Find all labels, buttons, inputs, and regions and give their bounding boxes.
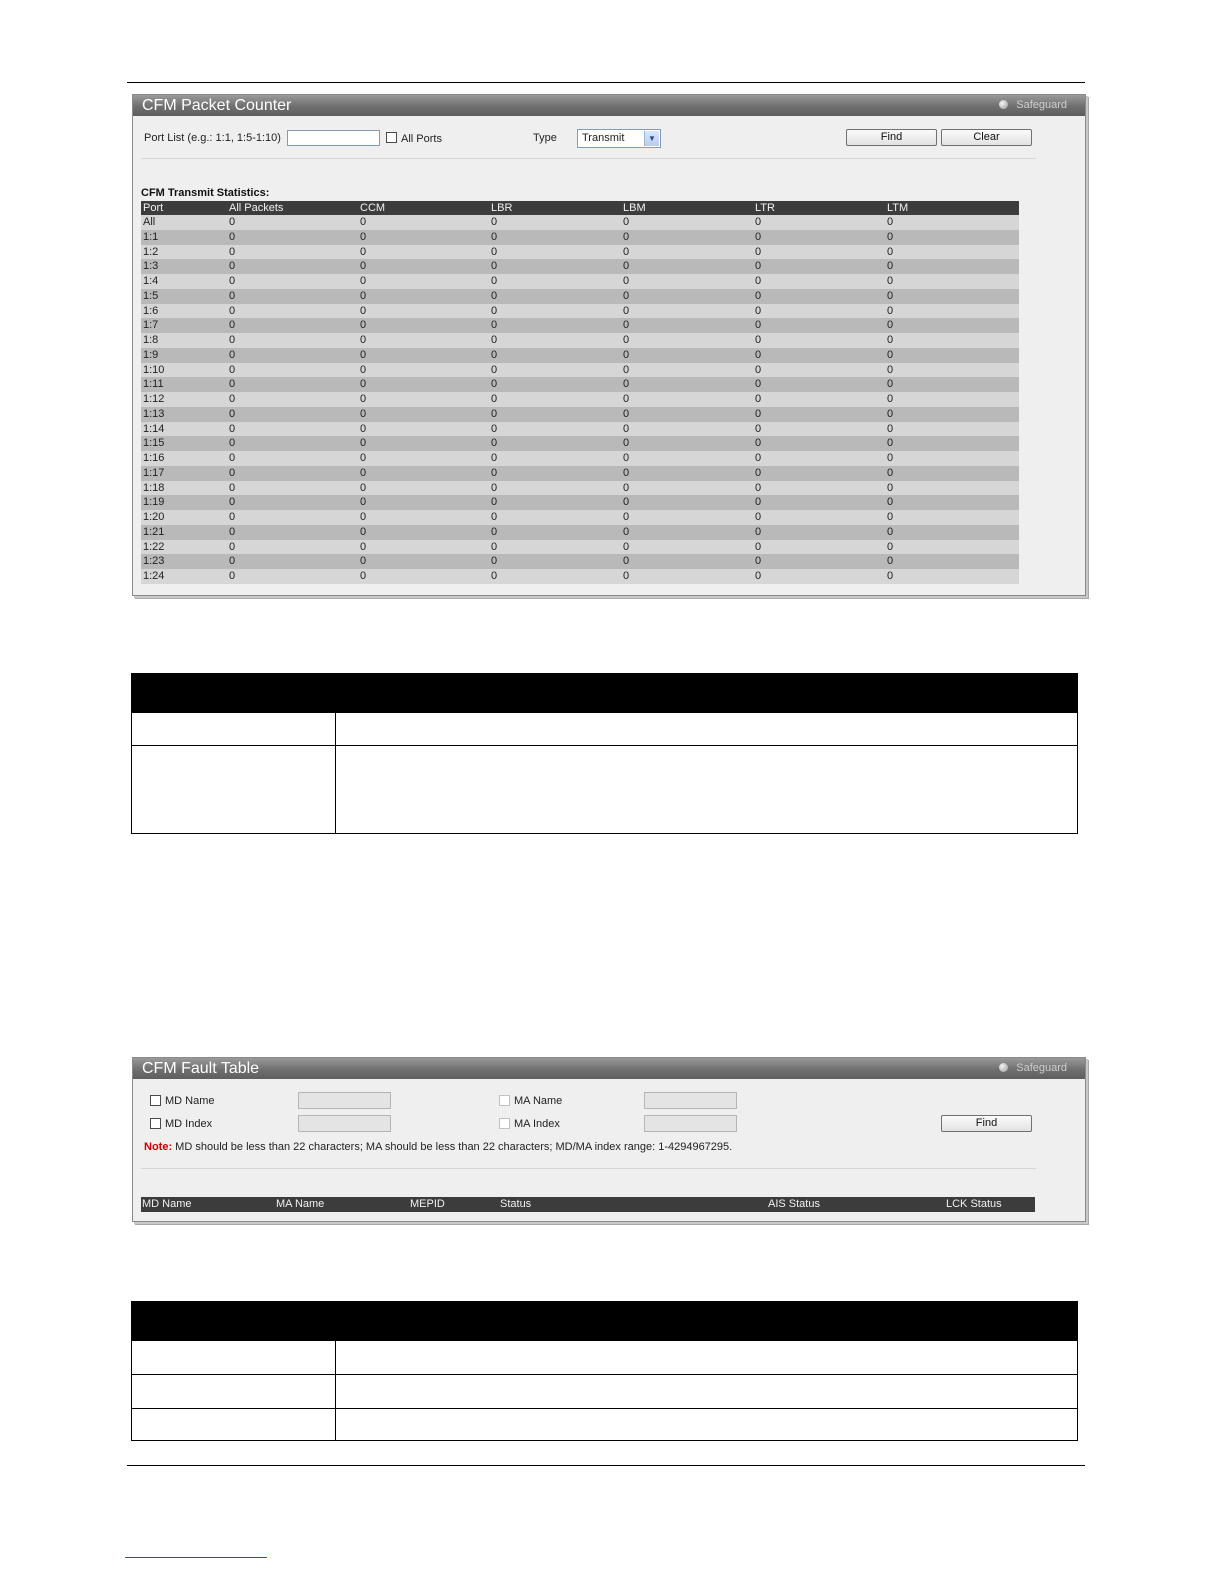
counter-cell: 0	[229, 422, 236, 435]
counter-cell: 0	[887, 525, 894, 538]
page-footer-rule	[127, 1465, 1085, 1466]
counter-cell: 0	[360, 275, 367, 287]
counter-cell: 0	[491, 422, 498, 435]
safeguard-label: Safeguard	[1016, 99, 1067, 111]
counter-cell: 0	[887, 260, 894, 273]
port-cell: 1:6	[143, 304, 159, 317]
counter-cell: 0	[229, 407, 236, 420]
counter-cell: 0	[887, 555, 894, 568]
counter-cell: 0	[755, 334, 762, 346]
counter-cell: 0	[360, 525, 367, 538]
footer-link-underline[interactable]	[125, 1557, 267, 1558]
column-header-lbr: LBR	[491, 202, 513, 214]
md-index-input[interactable]	[298, 1115, 391, 1132]
counter-cell: 0	[623, 363, 630, 376]
port-cell: 1:16	[143, 452, 165, 464]
port-cell: 1:2	[143, 245, 159, 258]
table-row	[132, 1408, 1077, 1440]
counter-cell: 0	[491, 466, 498, 479]
counter-cell: 0	[229, 525, 236, 538]
counter-cell: 0	[623, 466, 630, 479]
counter-cell: 0	[360, 437, 367, 450]
counter-cell: 0	[887, 422, 894, 435]
table-row	[141, 274, 1019, 289]
column-header-all-packets: All Packets	[229, 202, 284, 214]
counter-cell: 0	[755, 481, 762, 494]
counter-cell: 0	[360, 496, 367, 509]
counter-cell: 0	[755, 319, 762, 332]
table-row	[141, 554, 1019, 569]
table-row	[132, 712, 1077, 745]
chevron-down-icon[interactable]: ▼	[644, 131, 659, 146]
counter-cell: 0	[755, 260, 762, 273]
counter-cell: 0	[887, 393, 894, 405]
table-row	[141, 377, 1019, 392]
md-name-checkbox[interactable]	[150, 1095, 161, 1106]
port-cell: 1:10	[143, 363, 165, 376]
counter-cell: 0	[491, 260, 498, 273]
counter-cell: 0	[755, 245, 762, 258]
column-header-ais-status: AIS Status	[768, 1198, 820, 1210]
column-header-lbm: LBM	[623, 202, 646, 214]
counter-cell: 0	[491, 496, 498, 509]
counter-cell: 0	[491, 555, 498, 568]
panel-title: CFM Packet Counter	[142, 97, 292, 114]
counter-cell: 0	[491, 216, 498, 228]
port-cell: 1:8	[143, 334, 159, 346]
port-cell: 1:12	[143, 393, 165, 405]
table-row	[141, 481, 1019, 496]
port-cell: 1:24	[143, 570, 165, 582]
transmit-statistics-table	[141, 201, 1019, 584]
counter-cell: 0	[623, 540, 630, 553]
counter-cell: 0	[229, 363, 236, 376]
counter-cell: 0	[360, 422, 367, 435]
counter-cell: 0	[755, 511, 762, 523]
port-cell: 1:5	[143, 289, 159, 302]
counter-cell: 0	[887, 437, 894, 450]
column-header-ltm: LTM	[887, 202, 909, 214]
counter-cell: 0	[360, 348, 367, 361]
counter-cell: 0	[229, 481, 236, 494]
counter-cell: 0	[360, 452, 367, 464]
divider	[141, 1168, 1036, 1169]
counter-cell: 0	[229, 245, 236, 258]
port-cell: 1:1	[143, 230, 159, 243]
table-row	[141, 304, 1019, 319]
counter-cell: 0	[887, 452, 894, 464]
table-header	[141, 201, 1019, 215]
counter-cell: 0	[755, 363, 762, 376]
counter-cell: 0	[623, 407, 630, 420]
column-divider	[335, 1409, 336, 1440]
port-cell: All	[143, 216, 156, 228]
counter-cell: 0	[755, 275, 762, 287]
counter-cell: 0	[229, 393, 236, 405]
counter-cell: 0	[887, 407, 894, 420]
counter-cell: 0	[360, 304, 367, 317]
port-cell: 1:9	[143, 348, 159, 361]
counter-cell: 0	[887, 363, 894, 376]
counter-cell: 0	[887, 348, 894, 361]
counter-cell: 0	[491, 363, 498, 376]
counter-cell: 0	[491, 378, 498, 391]
table-row	[141, 289, 1019, 304]
counter-cell: 0	[755, 540, 762, 553]
table-row	[141, 540, 1019, 555]
counter-cell: 0	[360, 407, 367, 420]
counter-cell: 0	[360, 230, 367, 243]
table-row	[141, 245, 1019, 260]
table-row	[141, 318, 1019, 333]
counter-cell: 0	[755, 393, 762, 405]
counter-cell: 0	[887, 334, 894, 346]
counter-cell: 0	[360, 319, 367, 332]
counter-cell: 0	[887, 466, 894, 479]
counter-cell: 0	[229, 275, 236, 287]
table-row	[141, 407, 1019, 422]
counter-cell: 0	[755, 555, 762, 568]
table-row	[141, 569, 1019, 584]
counter-cell: 0	[755, 570, 762, 582]
counter-cell: 0	[491, 540, 498, 553]
table-row	[132, 745, 1077, 833]
counter-cell: 0	[623, 422, 630, 435]
safeguard-indicator[interactable]	[999, 1058, 1067, 1079]
type-label: Type	[533, 132, 557, 144]
counter-cell: 0	[887, 481, 894, 494]
table-header	[132, 1302, 1077, 1340]
counter-cell: 0	[623, 304, 630, 317]
counter-cell: 0	[623, 348, 630, 361]
counter-cell: 0	[755, 378, 762, 391]
counter-cell: 0	[623, 275, 630, 287]
counter-cell: 0	[755, 348, 762, 361]
counter-cell: 0	[360, 363, 367, 376]
counter-cell: 0	[755, 466, 762, 479]
section-title: CFM Transmit Statistics:	[141, 187, 270, 199]
counter-cell: 0	[755, 304, 762, 317]
counter-cell: 0	[755, 422, 762, 435]
counter-cell: 0	[887, 245, 894, 258]
port-cell: 1:23	[143, 555, 165, 568]
ma-name-checkbox[interactable]	[499, 1095, 510, 1106]
counter-cell: 0	[491, 407, 498, 420]
counter-cell: 0	[229, 334, 236, 346]
counter-cell: 0	[623, 570, 630, 582]
counter-cell: 0	[755, 407, 762, 420]
counter-cell: 0	[491, 245, 498, 258]
note-label: Note:	[144, 1141, 173, 1153]
column-header-lck-status: LCK Status	[946, 1198, 1002, 1210]
ma-index-label: MA Index	[514, 1118, 560, 1130]
counter-cell: 0	[623, 496, 630, 509]
counter-cell: 0	[229, 304, 236, 317]
counter-cell: 0	[623, 245, 630, 258]
panel-title: CFM Fault Table	[142, 1060, 260, 1077]
md-index-label: MD Index	[165, 1118, 213, 1130]
all-ports-checkbox[interactable]	[386, 132, 397, 143]
port-cell: 1:13	[143, 407, 165, 420]
cfm-fault-table-panel	[132, 1057, 1086, 1222]
counter-cell: 0	[229, 555, 236, 568]
counter-cell: 0	[360, 555, 367, 568]
counter-cell: 0	[623, 216, 630, 228]
counter-cell: 0	[229, 452, 236, 464]
table-row	[141, 436, 1019, 451]
counter-cell: 0	[491, 289, 498, 302]
counter-cell: 0	[360, 334, 367, 346]
port-cell: 1:14	[143, 422, 165, 435]
counter-cell: 0	[755, 216, 762, 228]
counter-cell: 0	[491, 304, 498, 317]
counter-cell: 0	[491, 230, 498, 243]
counter-cell: 0	[360, 511, 367, 523]
safeguard-icon	[999, 1063, 1008, 1072]
counter-cell: 0	[229, 378, 236, 391]
ma-index-input[interactable]	[644, 1115, 737, 1132]
port-cell: 1:21	[143, 525, 165, 538]
counter-cell: 0	[360, 466, 367, 479]
md-name-input[interactable]	[298, 1092, 391, 1109]
counter-cell: 0	[491, 319, 498, 332]
ma-name-input[interactable]	[644, 1092, 737, 1109]
counter-cell: 0	[755, 525, 762, 538]
counter-cell: 0	[887, 511, 894, 523]
counter-cell: 0	[491, 334, 498, 346]
port-cell: 1:20	[143, 511, 165, 523]
port-cell: 1:15	[143, 437, 165, 450]
counter-cell: 0	[623, 289, 630, 302]
counter-cell: 0	[360, 393, 367, 405]
parameter-description-table	[131, 1301, 1078, 1441]
column-header-status: Status	[500, 1198, 532, 1210]
counter-cell: 0	[623, 452, 630, 464]
port-list-input[interactable]	[287, 130, 380, 146]
counter-cell: 0	[623, 230, 630, 243]
counter-cell: 0	[887, 319, 894, 332]
counter-cell: 0	[491, 437, 498, 450]
column-header-port: Port	[143, 202, 164, 214]
counter-cell: 0	[755, 437, 762, 450]
counter-cell: 0	[623, 511, 630, 523]
table-row	[141, 363, 1019, 378]
panel-title-bar	[133, 95, 1085, 116]
port-cell: 1:19	[143, 496, 165, 509]
table-row	[141, 495, 1019, 510]
note	[144, 1141, 732, 1153]
table-row	[141, 230, 1019, 245]
counter-cell: 0	[623, 319, 630, 332]
counter-cell: 0	[229, 540, 236, 553]
column-header-ccm: CCM	[360, 202, 386, 214]
counter-cell: 0	[229, 216, 236, 228]
counter-cell: 0	[623, 437, 630, 450]
counter-cell: 0	[229, 348, 236, 361]
note-text: MD should be less than 22 characters; MA should be less than 22 characters; MD/MA index range: 1-4294967295.	[175, 1141, 733, 1153]
md-name-label: MD Name	[165, 1095, 215, 1107]
column-header-ltr: LTR	[755, 202, 775, 214]
counter-cell: 0	[491, 570, 498, 582]
table-body	[141, 215, 1019, 584]
counter-cell: 0	[229, 437, 236, 450]
counter-cell: 0	[229, 260, 236, 273]
divider	[141, 158, 1036, 159]
ma-index-checkbox[interactable]	[499, 1118, 510, 1129]
counter-cell: 0	[229, 511, 236, 523]
column-header-mepid: MEPID	[410, 1198, 445, 1210]
counter-cell: 0	[623, 334, 630, 346]
type-select-value: Transmit	[582, 132, 625, 144]
counter-cell: 0	[491, 348, 498, 361]
counter-cell: 0	[623, 525, 630, 538]
counter-cell: 0	[755, 230, 762, 243]
page-header-rule	[127, 82, 1085, 83]
safeguard-indicator[interactable]	[999, 95, 1067, 116]
table-row	[132, 1374, 1077, 1408]
md-index-checkbox[interactable]	[150, 1118, 161, 1129]
table-row	[141, 392, 1019, 407]
counter-cell: 0	[360, 481, 367, 494]
counter-cell: 0	[491, 393, 498, 405]
counter-cell: 0	[887, 496, 894, 509]
counter-cell: 0	[887, 275, 894, 287]
counter-cell: 0	[755, 289, 762, 302]
all-ports-label: All Ports	[401, 133, 442, 145]
port-cell: 1:22	[143, 540, 165, 553]
column-divider	[335, 713, 336, 745]
table-row	[132, 1340, 1077, 1374]
counter-cell: 0	[755, 452, 762, 464]
counter-cell: 0	[887, 570, 894, 582]
counter-cell: 0	[491, 275, 498, 287]
column-divider	[335, 1375, 336, 1408]
counter-cell: 0	[623, 393, 630, 405]
counter-cell: 0	[887, 230, 894, 243]
counter-cell: 0	[491, 452, 498, 464]
port-cell: 1:3	[143, 260, 159, 273]
counter-cell: 0	[360, 216, 367, 228]
find-button[interactable]: Find	[846, 129, 937, 146]
table-row	[141, 215, 1019, 230]
port-cell: 1:17	[143, 466, 165, 479]
counter-cell: 0	[623, 260, 630, 273]
counter-cell: 0	[491, 511, 498, 523]
counter-cell: 0	[623, 378, 630, 391]
counter-cell: 0	[491, 525, 498, 538]
column-divider	[335, 1341, 336, 1374]
cfm-packet-counter-panel	[132, 94, 1086, 596]
table-row	[141, 510, 1019, 525]
port-list-label: Port List (e.g.: 1:1, 1:5-1:10)	[144, 132, 281, 144]
ma-name-label: MA Name	[514, 1095, 563, 1107]
column-header-ma-name: MA Name	[276, 1198, 325, 1210]
table-row	[141, 451, 1019, 466]
port-cell: 1:11	[143, 378, 164, 391]
port-cell: 1:4	[143, 275, 159, 287]
clear-button[interactable]: Clear	[941, 129, 1032, 146]
type-select[interactable]	[577, 129, 661, 148]
safeguard-icon	[999, 100, 1008, 109]
parameter-description-table	[131, 673, 1078, 834]
counter-cell: 0	[887, 304, 894, 317]
counter-cell: 0	[887, 216, 894, 228]
column-header-md-name: MD Name	[142, 1198, 192, 1210]
counter-cell: 0	[623, 555, 630, 568]
counter-cell: 0	[229, 319, 236, 332]
counter-cell: 0	[229, 570, 236, 582]
counter-cell: 0	[360, 540, 367, 553]
table-row	[141, 466, 1019, 481]
table-row	[141, 348, 1019, 363]
counter-cell: 0	[360, 289, 367, 302]
counter-cell: 0	[360, 570, 367, 582]
counter-cell: 0	[360, 260, 367, 273]
counter-cell: 0	[360, 378, 367, 391]
table-row	[141, 525, 1019, 540]
counter-cell: 0	[229, 466, 236, 479]
table-header	[132, 674, 1077, 712]
panel-title-bar	[133, 1058, 1085, 1079]
counter-cell: 0	[887, 540, 894, 553]
counter-cell: 0	[887, 378, 894, 391]
counter-cell: 0	[360, 245, 367, 258]
counter-cell: 0	[623, 481, 630, 494]
column-divider	[335, 746, 336, 833]
safeguard-label: Safeguard	[1016, 1062, 1067, 1074]
counter-cell: 0	[887, 289, 894, 302]
counter-cell: 0	[755, 496, 762, 509]
table-row	[141, 422, 1019, 437]
fault-table-header	[141, 1197, 1035, 1212]
counter-cell: 0	[229, 230, 236, 243]
port-cell: 1:18	[143, 481, 165, 494]
counter-cell: 0	[491, 481, 498, 494]
counter-cell: 0	[229, 496, 236, 509]
counter-cell: 0	[229, 289, 236, 302]
port-cell: 1:7	[143, 319, 159, 332]
table-row	[141, 259, 1019, 274]
find-button[interactable]: Find	[941, 1115, 1032, 1132]
table-row	[141, 333, 1019, 348]
